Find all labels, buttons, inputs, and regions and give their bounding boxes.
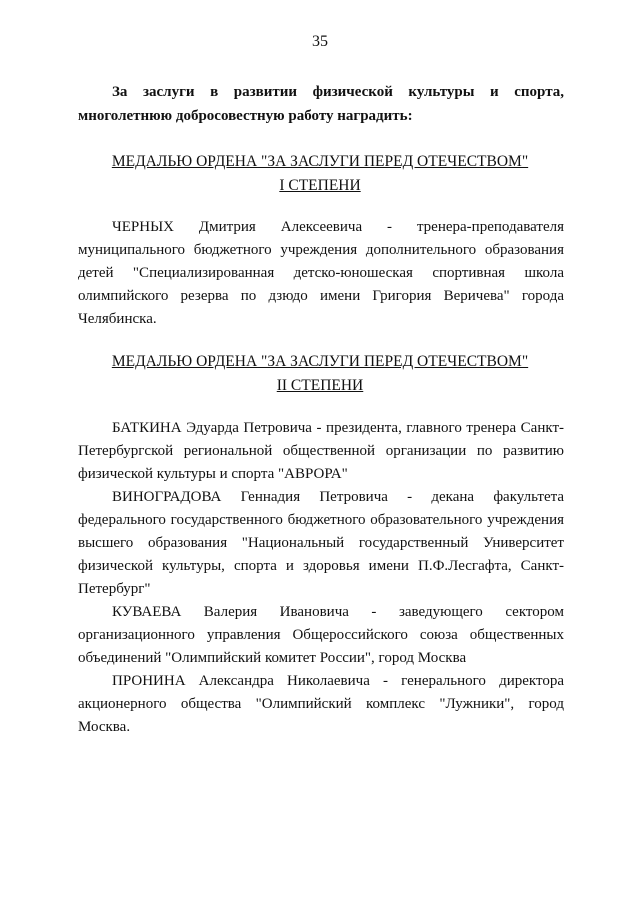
section-1-entries bbox=[78, 216, 564, 331]
entry-batkin: БАТКИНА Эдуарда Петровича - президента, главного тренера Санкт-Петербургской региональной общественной организации по развитию физической культуры и спорта "АВРОРА" bbox=[78, 420, 564, 482]
entry-kuvaev: КУВАЕВА Валерия Ивановича - заведующего сектором организационного управления Общероссийского союза общественных объединений "Олимпийский комитет России", город Москва bbox=[78, 604, 564, 666]
section-2-entries bbox=[78, 417, 564, 739]
section-1-heading-line2: I СТЕПЕНИ bbox=[279, 177, 361, 194]
page-number: 35 bbox=[312, 33, 328, 50]
entry-pronin: ПРОНИНА Александра Николаевича - генерального директора акционерного общества "Олимпийский комплекс "Лужники", город Москва. bbox=[78, 673, 564, 735]
section-1-heading-line1: МЕДАЛЬЮ ОРДЕНА "ЗА ЗАСЛУГИ ПЕРЕД ОТЕЧЕСТВОМ" bbox=[111, 153, 529, 170]
entry-chernykh: ЧЕРНЫХ Дмитрия Алексеевича - тренера-преподавателя муниципального бюджетного учреждения дополнительного образования детей "Специализированная детско-юношеская спортивная школа олимпийского резерва по дзюдо имени Григория Веричева" города Челябинска. bbox=[78, 219, 564, 327]
section-2-heading bbox=[0, 350, 640, 398]
entry-vinogradov: ВИНОГРАДОВА Геннадия Петровича - декана факультета федерального государственного бюджетного образовательного учреждения высшего образования "Национальный государственный Университет физической культуры, спорта и здоровья имени П.Ф.Лесгафта, Санкт-Петербург" bbox=[78, 489, 564, 597]
section-2-heading-line1: МЕДАЛЬЮ ОРДЕНА "ЗА ЗАСЛУГИ ПЕРЕД ОТЕЧЕСТВОМ" bbox=[111, 353, 529, 370]
award-intro: За заслуги в развитии физической культуры и спорта, многолетнюю добросовестную работу наградить: bbox=[78, 84, 564, 124]
section-2-heading-line2: II СТЕПЕНИ bbox=[276, 377, 364, 394]
section-1-heading bbox=[0, 150, 640, 198]
